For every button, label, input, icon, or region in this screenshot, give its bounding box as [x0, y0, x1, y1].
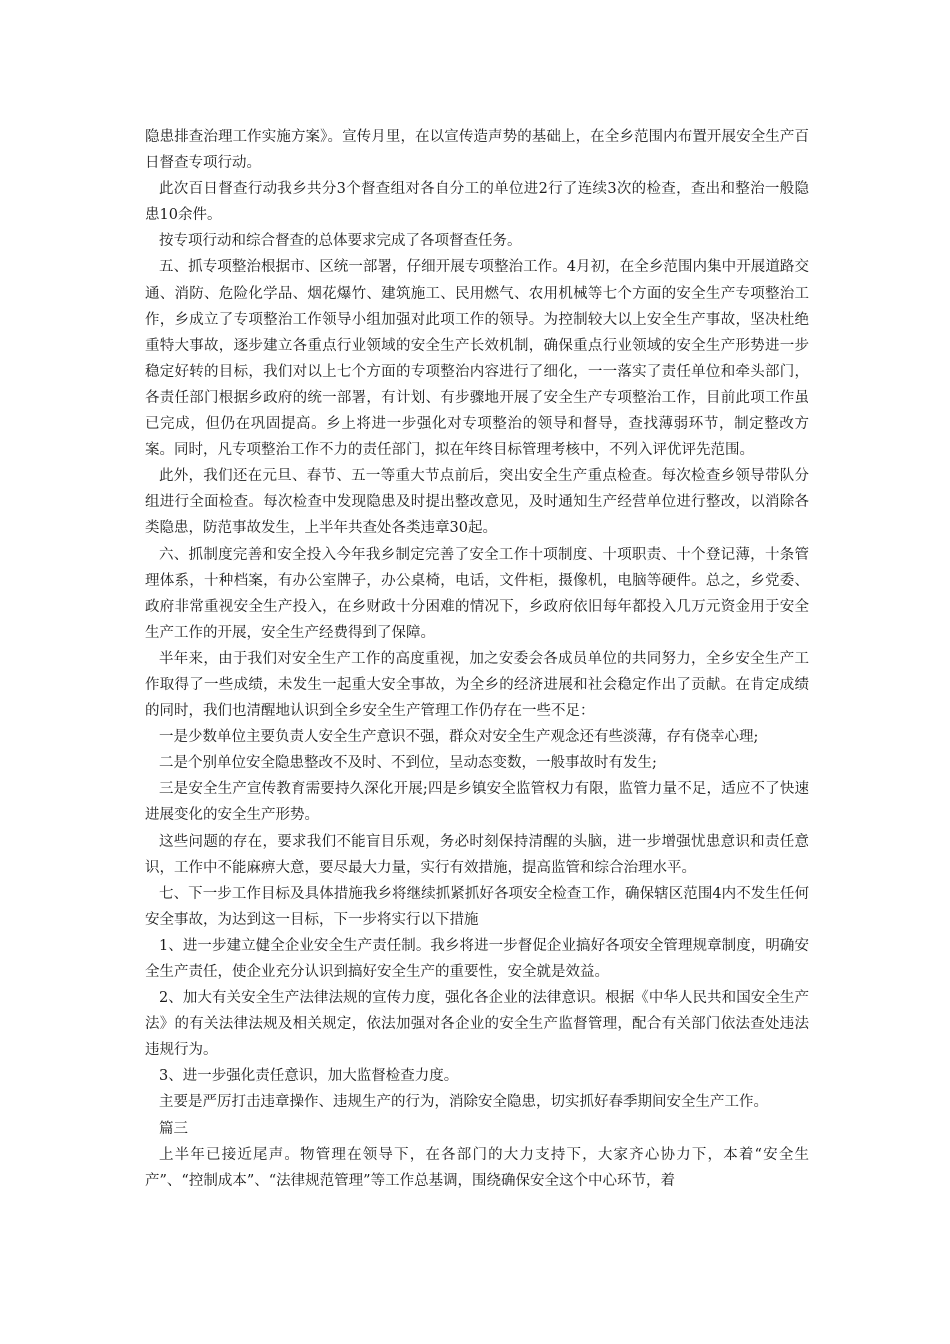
paragraph-17: 上半年已接近尾声。物管理在领导下，在各部门的大力支持下，大家齐心协力下，本着“安全生产”、“控制成本”、“法律规范管理”等工作总基调，围绕确保安全这个中心环节，着 — [145, 1146, 809, 1189]
paragraph-8: 一是少数单位主要负责人安全生产意识不强，群众对安全生产观念还有些淡薄，存有侥幸心理; — [159, 729, 759, 746]
paragraph-5: 此外，我们还在元旦、春节、五一等重大节点前后，突出安全生产重点检查。每次检查乡领导带队分组进行全面检查。每次检查中发现隐患及时提出整改意见，及时通知生产经营单位进行整改，以消除各类隐患，防范事故发生，上半年共查处各类违章30起。 — [145, 468, 809, 537]
paragraph-16: 主要是严厉打击违章操作、违规生产的行为，消除安全隐患，切实抓好春季期间安全生产工作。 — [159, 1094, 768, 1111]
section-heading: 篇三 — [159, 1120, 188, 1137]
paragraph-7: 半年来，由于我们对安全生产工作的高度重视，加之安委会各成员单位的共同努力，全乡安全生产工作取得了一些成绩，未发生一起重大安全事故，为全乡的经济进展和社会稳定作出了贡献。在肯定成绩的同时，我们也清醒地认识到全乡安全生产管理工作仍存在一些不足： — [145, 650, 809, 720]
paragraph-2: 此次百日督查行动我乡共分3个督查组对各自分工的单位进2行了连续3次的检查，查出和整治一般隐患10余件。 — [145, 181, 809, 224]
paragraph-12: 七、下一步工作目标及具体措施我乡将继续抓紧抓好各项安全检查工作，确保辖区范围4内不发生任何安全事故，为达到这一目标，下一步将实行以下措施 — [145, 885, 809, 928]
paragraph-13: 1、进一步建立健全企业安全生产责任制。我乡将进一步督促企业搞好各项安全管理规章制度，明确安全生产责任，使企业充分认识到搞好安全生产的重要性，安全就是效益。 — [145, 937, 809, 980]
paragraph-11: 这些问题的存在，要求我们不能盲目乐观，务必时刻保持清醒的头脑，进一步增强忧患意识和责任意识，工作中不能麻痹大意，要尽最大力量，实行有效措施，提高监管和综合治理水平。 — [145, 833, 809, 876]
paragraph-3: 按专项行动和综合督查的总体要求完成了各项督查任务。 — [159, 233, 522, 250]
paragraph-6: 六、抓制度完善和安全投入今年我乡制定完善了安全工作十项制度、十项职责、十个登记薄，十条管理体系，十种档案，有办公室牌子，办公桌椅，电话，文件柜，摄像机，电脑等硬件。总之，乡党委、政府非常重视安全生产投入，在乡财政十分困难的情况下，乡政府依旧每年都投入几万元资金用于安全生产工作的开展，安全生产经费得到了保障。 — [145, 546, 809, 641]
paragraph-9: 二是个别单位安全隐患整改不及时、不到位，呈动态变数，一般事故时有发生; — [159, 755, 657, 772]
document-body — [145, 124, 809, 1194]
paragraph-15: 3、进一步强化责任意识，加大监督检查力度。 — [159, 1068, 459, 1085]
paragraph-4: 五、抓专项整治根据市、区统一部署，仔细开展专项整治工作。4月初，在全乡范围内集中开展道路交通、消防、危险化学品、烟花爆竹、建筑施工、民用燃气、农用机械等七个方面的安全生产专项整治工作，乡成立了专项整治工作领导小组加强对此项工作的领导。为控制较大以上安全生产事故，坚决杜绝重特大事故，逐步建立各重点行业领域的安全生产长效机制，确保重点行业领域的安全生产形势进一步稳定好转的目标，我们对以上七个方面的专项整治内容进行了细化，一一落实了责任单位和牵头部门，各责任部门根据乡政府的统一部署，有计划、有步骤地开展了安全生产专项整治工作，目前此项工作虽已完成，但仍在巩固提高。乡上将进一步强化对专项整治的领导和督导，查找薄弱环节，制定整改方案。同时，凡专项整治工作不力的责任部门，拟在年终目标管理考核中，不列入评优评先范围。 — [145, 259, 809, 459]
paragraph-10: 三是安全生产宣传教育需要持久深化开展;四是乡镇安全监管权力有限，监管力量不足，适应不了快速进展变化的安全生产形势。 — [145, 781, 809, 824]
paragraph-1: 隐患排查治理工作实施方案》。宣传月里，在以宣传造声势的基础上，在全乡范围内布置开展安全生产百日督查专项行动。 — [145, 129, 809, 172]
paragraph-14: 2、加大有关安全生产法律法规的宣传力度，强化各企业的法律意识。根据《中华人民共和国安全生产法》的有关法律法规及相关规定，依法加强对各企业的安全生产监督管理，配合有关部门依法查处违法违规行为。 — [145, 990, 809, 1059]
